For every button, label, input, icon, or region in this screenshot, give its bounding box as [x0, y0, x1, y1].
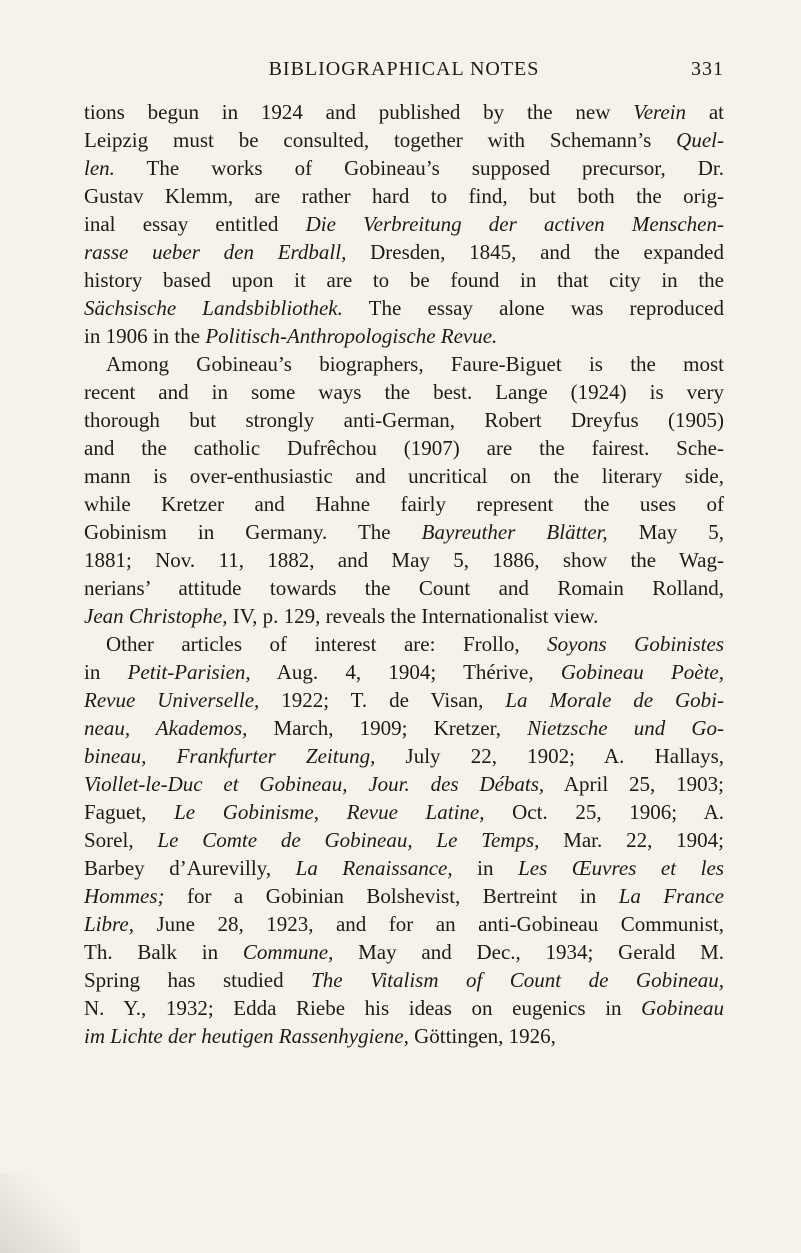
text-run: Leipzig must be consulted, together with Schemann’s	[84, 128, 677, 152]
text-run: for a Gobinian Bolshevist, Bertreint in	[164, 884, 619, 908]
text-run: inal essay entitled	[84, 212, 306, 236]
italic-title: Gobineau	[641, 996, 724, 1020]
text-line	[84, 994, 724, 1022]
text-run: Göttingen, 1926,	[408, 1024, 556, 1048]
text-line	[84, 630, 724, 658]
text-run: recent and in some ways the best. Lange (1924) is very	[84, 380, 724, 404]
italic-title: len.	[84, 156, 115, 180]
text-run: Gustav Klemm, are rather hard to find, but both the orig-	[84, 184, 724, 208]
italic-title: bineau, Frankfurter Zeitung,	[84, 744, 376, 768]
text-line	[84, 322, 724, 350]
text-run: June 28, 1923, and for an anti-Gobineau Communist,	[133, 912, 724, 936]
text-line	[84, 770, 724, 798]
text-run: Among Gobineau’s biographers, Faure-Biguet is the most	[106, 352, 724, 376]
italic-title: Die Verbreitung der activen Menschen-	[305, 212, 724, 236]
text-line	[84, 294, 724, 322]
page-number: 331	[691, 58, 724, 80]
text-run: Mar. 22, 1904;	[539, 828, 724, 852]
text-line	[84, 210, 724, 238]
text-line	[84, 574, 724, 602]
text-run: and the catholic Dufrêchou (1907) are the fairest. Sche-	[84, 436, 724, 460]
text-run: Sorel,	[84, 828, 158, 852]
text-line	[84, 518, 724, 546]
italic-title: Revue Universelle,	[84, 688, 260, 712]
text-run: N. Y., 1932; Edda Riebe his ideas on eugenics in	[84, 996, 642, 1020]
text-run: mann is over-enthusiastic and uncritical on the literary side,	[84, 464, 724, 488]
text-run: Dresden, 1845, and the expanded	[346, 240, 724, 264]
text-line	[84, 98, 724, 126]
text-line	[84, 658, 724, 686]
text-line	[84, 826, 724, 854]
text-line	[84, 686, 724, 714]
italic-title: Nietzsche und Go-	[527, 716, 724, 740]
text-run: Gobinism in Germany. The	[84, 520, 422, 544]
text-run: Other articles of interest are: Frollo,	[106, 632, 548, 656]
text-run: March, 1909; Kretzer,	[247, 716, 528, 740]
italic-title: Petit-Parisien,	[127, 660, 251, 684]
italic-title: neau, Akademos,	[84, 716, 248, 740]
italic-title: rasse ueber den Erdball,	[84, 240, 347, 264]
text-run: Aug. 4, 1904; Thérive,	[250, 660, 561, 684]
text-line	[84, 350, 724, 378]
italic-title: Le Comte de Gobineau, Le Temps,	[157, 828, 540, 852]
text-line	[84, 126, 724, 154]
text-run: IV, p. 129, reveals the Internationalist view.	[227, 604, 599, 628]
text-run: in 1906 in the	[84, 324, 206, 348]
body-text	[84, 98, 724, 1050]
running-head: BIBLIOGRAPHICAL NOTES	[268, 58, 540, 80]
text-line	[84, 434, 724, 462]
italic-title: im Lichte der heutigen Rassenhygiene,	[84, 1024, 409, 1048]
italic-title: La Morale de Gobi-	[505, 688, 724, 712]
italic-title: Commune,	[242, 940, 334, 964]
text-line	[84, 966, 724, 994]
text-run: July 22, 1902; A. Hallays,	[375, 744, 724, 768]
text-run: Th. Balk in	[84, 940, 243, 964]
text-run: April 25, 1903;	[544, 772, 724, 796]
italic-title: Jean Christophe,	[84, 604, 228, 628]
text-run: history based upon it are to be found in that city in the	[84, 268, 724, 292]
italic-title: Soyons Gobinistes	[547, 632, 725, 656]
italic-title: Libre,	[84, 912, 134, 936]
text-line	[84, 854, 724, 882]
text-run: tions begun in 1924 and published by the new	[84, 100, 634, 124]
text-line	[84, 182, 724, 210]
italic-title: Quel-	[676, 128, 724, 152]
text-line	[84, 938, 724, 966]
text-run: 1922; T. de Visan,	[259, 688, 506, 712]
text-run: 1881; Nov. 11, 1882, and May 5, 1886, show the Wag-	[84, 548, 724, 572]
page-header	[84, 58, 724, 84]
text-line	[84, 490, 724, 518]
text-run: Faguet,	[84, 800, 175, 824]
italic-title: Viollet-le-Duc et Gobineau, Jour. des Débats,	[84, 772, 545, 796]
text-line	[84, 798, 724, 826]
text-line	[84, 546, 724, 574]
text-line	[84, 266, 724, 294]
text-run: thorough but strongly anti-German, Robert Dreyfus (1905)	[84, 408, 724, 432]
italic-title: Politisch-Anthropologische Revue.	[205, 324, 498, 348]
text-line	[84, 406, 724, 434]
text-line	[84, 238, 724, 266]
italic-title: La France	[618, 884, 724, 908]
italic-title: Bayreuther Blätter,	[421, 520, 608, 544]
text-run: The works of Gobineau’s supposed precursor, Dr.	[114, 156, 724, 180]
text-line	[84, 882, 724, 910]
text-line	[84, 602, 724, 630]
text-run: in	[84, 660, 128, 684]
text-run: in	[452, 856, 519, 880]
italic-title: La Renaissance,	[295, 856, 453, 880]
text-line	[84, 714, 724, 742]
text-run: The essay alone was reproduced	[342, 296, 724, 320]
italic-title: Sächsische Landsbibliothek.	[84, 296, 343, 320]
text-run: Spring has studied	[84, 968, 312, 992]
text-line	[84, 1022, 724, 1050]
text-line	[84, 378, 724, 406]
text-run: May 5,	[607, 520, 725, 544]
italic-title: Gobineau Poète,	[560, 660, 724, 684]
text-line	[84, 462, 724, 490]
scan-shadow	[0, 1173, 80, 1253]
text-line	[84, 910, 724, 938]
text-run: at	[686, 100, 725, 124]
text-line	[84, 742, 724, 770]
italic-title: Hommes;	[84, 884, 165, 908]
text-run: Barbey d’Aurevilly,	[84, 856, 296, 880]
italic-title: Les Œuvres et les	[518, 856, 724, 880]
text-run: nerians’ attitude towards the Count and Romain Rolland,	[84, 576, 724, 600]
italic-title: Le Gobinisme, Revue Latine,	[174, 800, 485, 824]
italic-title: Verein	[633, 100, 687, 124]
text-line	[84, 154, 724, 182]
italic-title: The Vitalism of Count de Gobineau,	[311, 968, 724, 992]
text-run: May and Dec., 1934; Gerald M.	[333, 940, 724, 964]
text-run: while Kretzer and Hahne fairly represent the uses of	[84, 492, 724, 516]
text-run: Oct. 25, 1906; A.	[484, 800, 725, 824]
